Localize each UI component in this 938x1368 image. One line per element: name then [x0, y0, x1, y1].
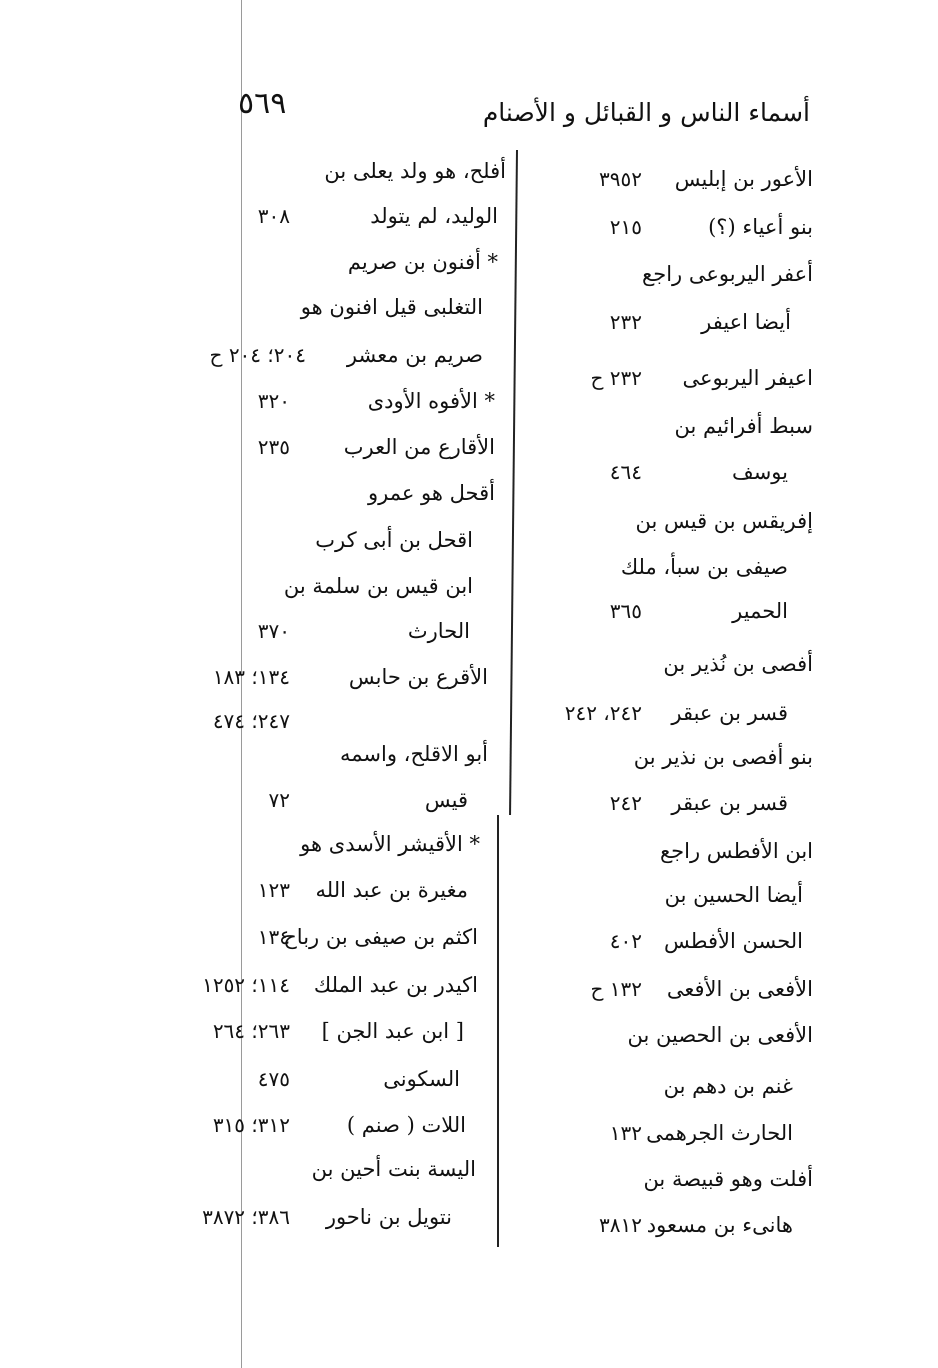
index-entry — [0, 380, 938, 422]
index-entry — [0, 519, 938, 561]
entry-name: يوسف — [731, 460, 788, 484]
entry-page-refs: ٢٤٢ — [609, 791, 642, 815]
entry-page-refs: ٤٧٥ — [257, 1067, 290, 1091]
entry-name: مغيرة بن عبد الله — [315, 878, 468, 902]
entry-page-refs: ١٣٢ — [609, 1121, 642, 1145]
index-entry — [0, 779, 938, 821]
entry-name: التغلبى قيل افنون هو — [300, 295, 483, 319]
index-entry — [0, 334, 938, 376]
entry-page-refs: ٢٠٤؛ ٢٠٤ ح — [209, 343, 306, 367]
entry-page-refs: ٤٠٢ — [609, 929, 642, 953]
entry-page-refs: ٣١٢؛ ٣١٥ — [212, 1113, 290, 1137]
entry-page-refs: ١١٤؛ ١٢٥٢ — [202, 973, 290, 997]
entry-name: قسر بن عبقر — [671, 701, 788, 725]
entry-name: الأعور بن إبليس — [674, 167, 813, 191]
entry-name: أفلت وهو قبيصة بن — [643, 1167, 813, 1191]
entry-name: غنم بن دهم بن — [663, 1074, 793, 1098]
page-number: ٥٦٩ — [238, 86, 287, 121]
entry-page-refs: ١٣٤؛ ١٨٣ — [212, 665, 290, 689]
index-entry — [0, 150, 938, 192]
index-entry — [0, 964, 938, 1006]
entry-page-refs: ٢٤٧؛ ٤٧٤ — [212, 709, 290, 733]
entry-name: اكيدر بن عبد الملك — [313, 973, 478, 997]
entry-name: الوليد، لم يتولد — [370, 204, 498, 228]
index-entry — [0, 656, 938, 698]
entry-page-refs: ٢٣٥ — [257, 435, 290, 459]
index-entry — [0, 1058, 938, 1100]
entry-name: قيس — [424, 788, 468, 812]
entry-name: الحارث — [407, 619, 470, 643]
entry-name: اليسة بنت أحين بن — [311, 1157, 476, 1181]
index-entry — [0, 426, 938, 468]
entry-page-refs: ١٢٣ — [257, 878, 290, 902]
entry-name: اكثم بن صيفى بن رباح — [283, 925, 478, 949]
entry-name: ابن قيس بن سلمة بن — [283, 574, 473, 598]
entry-name: الحمير — [732, 599, 788, 623]
entry-name: أفلح، هو ولد يعلى بن — [324, 159, 506, 183]
entry-name: الأقارع من العرب — [343, 435, 495, 459]
index-entry — [0, 823, 938, 865]
entry-name: أعفر اليربوعى راجع — [642, 262, 813, 286]
entry-name: [ ابن عبد الجن ] — [321, 1019, 464, 1043]
index-entry — [0, 916, 938, 958]
entry-name: اقحل بن أبى كرب — [315, 528, 473, 552]
entry-name: الحسن الأفطس — [663, 929, 803, 953]
entry-page-refs: ٣٨٦؛ ٣٨٧٢ — [202, 1205, 290, 1229]
entry-name: * الأفوه الأودى — [367, 389, 495, 413]
entry-page-refs: ٢١٥ — [609, 215, 642, 239]
index-entry — [0, 869, 938, 911]
entry-name: الحارث الجرهمى — [646, 1121, 793, 1145]
entry-page-refs: ٣٩٥٢ — [599, 167, 642, 191]
entry-name: * الأقيشر الأسدى هو — [300, 832, 480, 856]
entry-page-refs: ٣٨١٢ — [599, 1213, 642, 1237]
entry-name: أيضا اعيفر — [701, 310, 791, 334]
entry-page-refs: ٤٦٤ — [609, 460, 642, 484]
entry-page-refs: ١٣٤ — [257, 925, 290, 949]
entry-page-refs: ٢٣٢ — [609, 310, 642, 334]
entry-name: هانىء بن مسعود — [646, 1213, 793, 1237]
entry-name: إفريقس بن قيس بن — [635, 509, 813, 533]
index-entry — [0, 1010, 938, 1052]
entry-name: سبط أفرائيم بن — [674, 414, 813, 438]
index-entry — [0, 472, 938, 514]
entry-name: الأفعى بن الحصين بن — [627, 1023, 813, 1047]
entry-page-refs: ٢٤٢، ٢٤٢ — [564, 701, 642, 725]
entry-name: ابن الأفطس راجع — [660, 839, 813, 863]
entry-page-refs: ٣٦٥ — [609, 599, 642, 623]
index-entry — [0, 286, 938, 328]
entry-name: نتويل بن ناحور — [325, 1205, 452, 1229]
entry-page-refs: ١٣٢ ح — [590, 977, 642, 1001]
index-entry — [0, 1196, 938, 1238]
entry-name: أيضا الحسين بن — [664, 883, 803, 907]
index-entry — [0, 241, 938, 283]
index-entry — [0, 195, 938, 237]
entry-name: صريم بن معشر — [346, 343, 483, 367]
entry-name: اللات ( صنم ) — [346, 1113, 466, 1137]
entry-name: أبو الاقلح، واسمه — [340, 742, 488, 766]
entry-page-refs: ٣٢٠ — [257, 389, 290, 413]
entry-name: أقحل هو عمرو — [367, 481, 495, 505]
index-entry — [0, 733, 938, 775]
index-entry — [0, 1104, 938, 1146]
entry-page-refs: ٣٧٠ — [257, 619, 290, 643]
index-entry — [0, 610, 938, 652]
entry-name: بنو أفصى بن نذير بن — [633, 745, 813, 769]
entry-page-refs: ٣٠٨ — [257, 204, 290, 228]
entry-page-refs: ٧٢ — [268, 788, 290, 812]
entry-page-refs: ٢٣٢ ح — [590, 366, 642, 390]
entry-page-refs: ٢٦٣؛ ٢٦٤ — [212, 1019, 290, 1043]
entry-name: صيفى بن سبأ، ملك — [620, 555, 788, 579]
entry-name: قسر بن عبقر — [671, 791, 788, 815]
page-header-title: أسماء الناس و القبائل و الأصنام — [482, 98, 810, 127]
entry-name: بنو أعياء (؟) — [708, 215, 813, 239]
entry-name: السكونى — [383, 1067, 460, 1091]
entry-name: الأقرع بن حابس — [348, 665, 488, 689]
index-entry — [0, 1148, 938, 1190]
index-entry — [0, 565, 938, 607]
entry-name: أفصى بن نُذير بن — [663, 652, 813, 676]
entry-name: الأفعى بن الأفعى — [666, 977, 813, 1001]
entry-name: * أفنون بن صريم — [347, 250, 498, 274]
entry-name: اعيفر اليربوعى — [682, 366, 813, 390]
